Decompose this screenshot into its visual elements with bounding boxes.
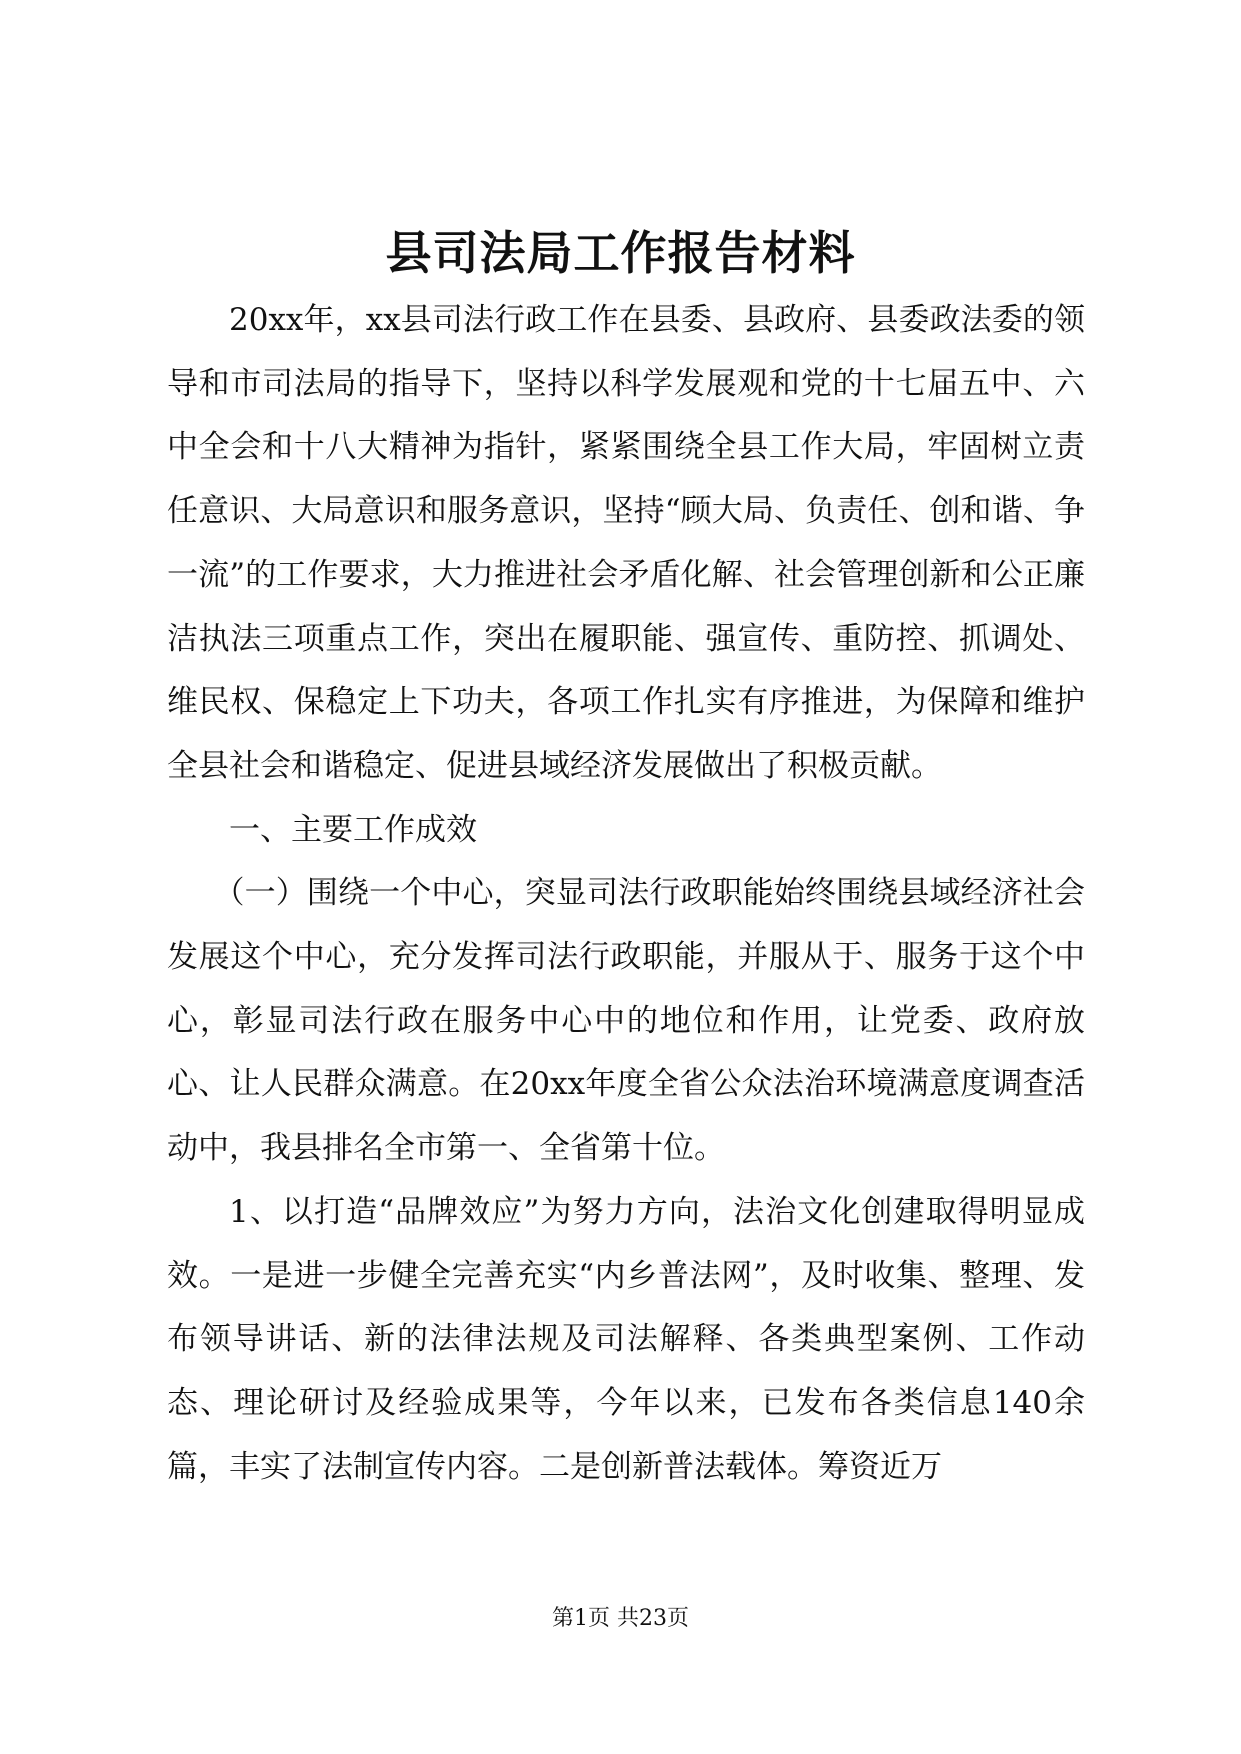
subsection-heading-center: （一）围绕一个中心，突显司法行政职能始终围绕县域经济社会发展这个中心，充分发挥司法行政职能，并服从于、服务于这个中心，彰显司法行政在服务中心中的地位和作用，让党委、政府放心、让人民群众满意。在20xx年度全省公众法治环境满意度调查活动中，我县排名全市第一、全省第十位。 xyxy=(167,875,1085,1167)
paragraph-brand-effect: 1、以打造“品牌效应”为努力方向，法治文化创建取得明显成效。一是进一步健全完善充实“内乡普法网”，及时收集、整理、发布领导讲话、新的法律法规及司法解释、各类典型案例、工作动态、理论研讨及经验成果等，今年以来，已发布各类信息140余篇，丰实了法制宣传内容。二是创新普法载体。筹资近万 xyxy=(167,1193,1085,1485)
document-body xyxy=(167,289,1085,1499)
paragraph-intro: 20xx年，xx县司法行政工作在县委、县政府、县委政法委的领导和市司法局的指导下，坚持以科学发展观和党的十七届五中、六中全会和十八大精神为指针，紧紧围绕全县工作大局，牢固树立责任意识、大局意识和服务意识，坚持“顾大局、负责任、创和谐、争一流”的工作要求，大力推进社会矛盾化解、社会管理创新和公正廉洁执法三项重点工作，突出在履职能、强宣传、重防控、抓调处、维民权、保稳定上下功夫，各项工作扎实有序推进，为保障和维护全县社会和谐稳定、促进县域经济发展做出了积极贡献。 xyxy=(167,302,1085,784)
section-heading-main-achievements: 一、主要工作成效 xyxy=(229,811,477,848)
document-title: 县司法局工作报告材料 xyxy=(385,226,856,280)
page-number-footer: 第1页 共23页 xyxy=(552,1606,689,1631)
